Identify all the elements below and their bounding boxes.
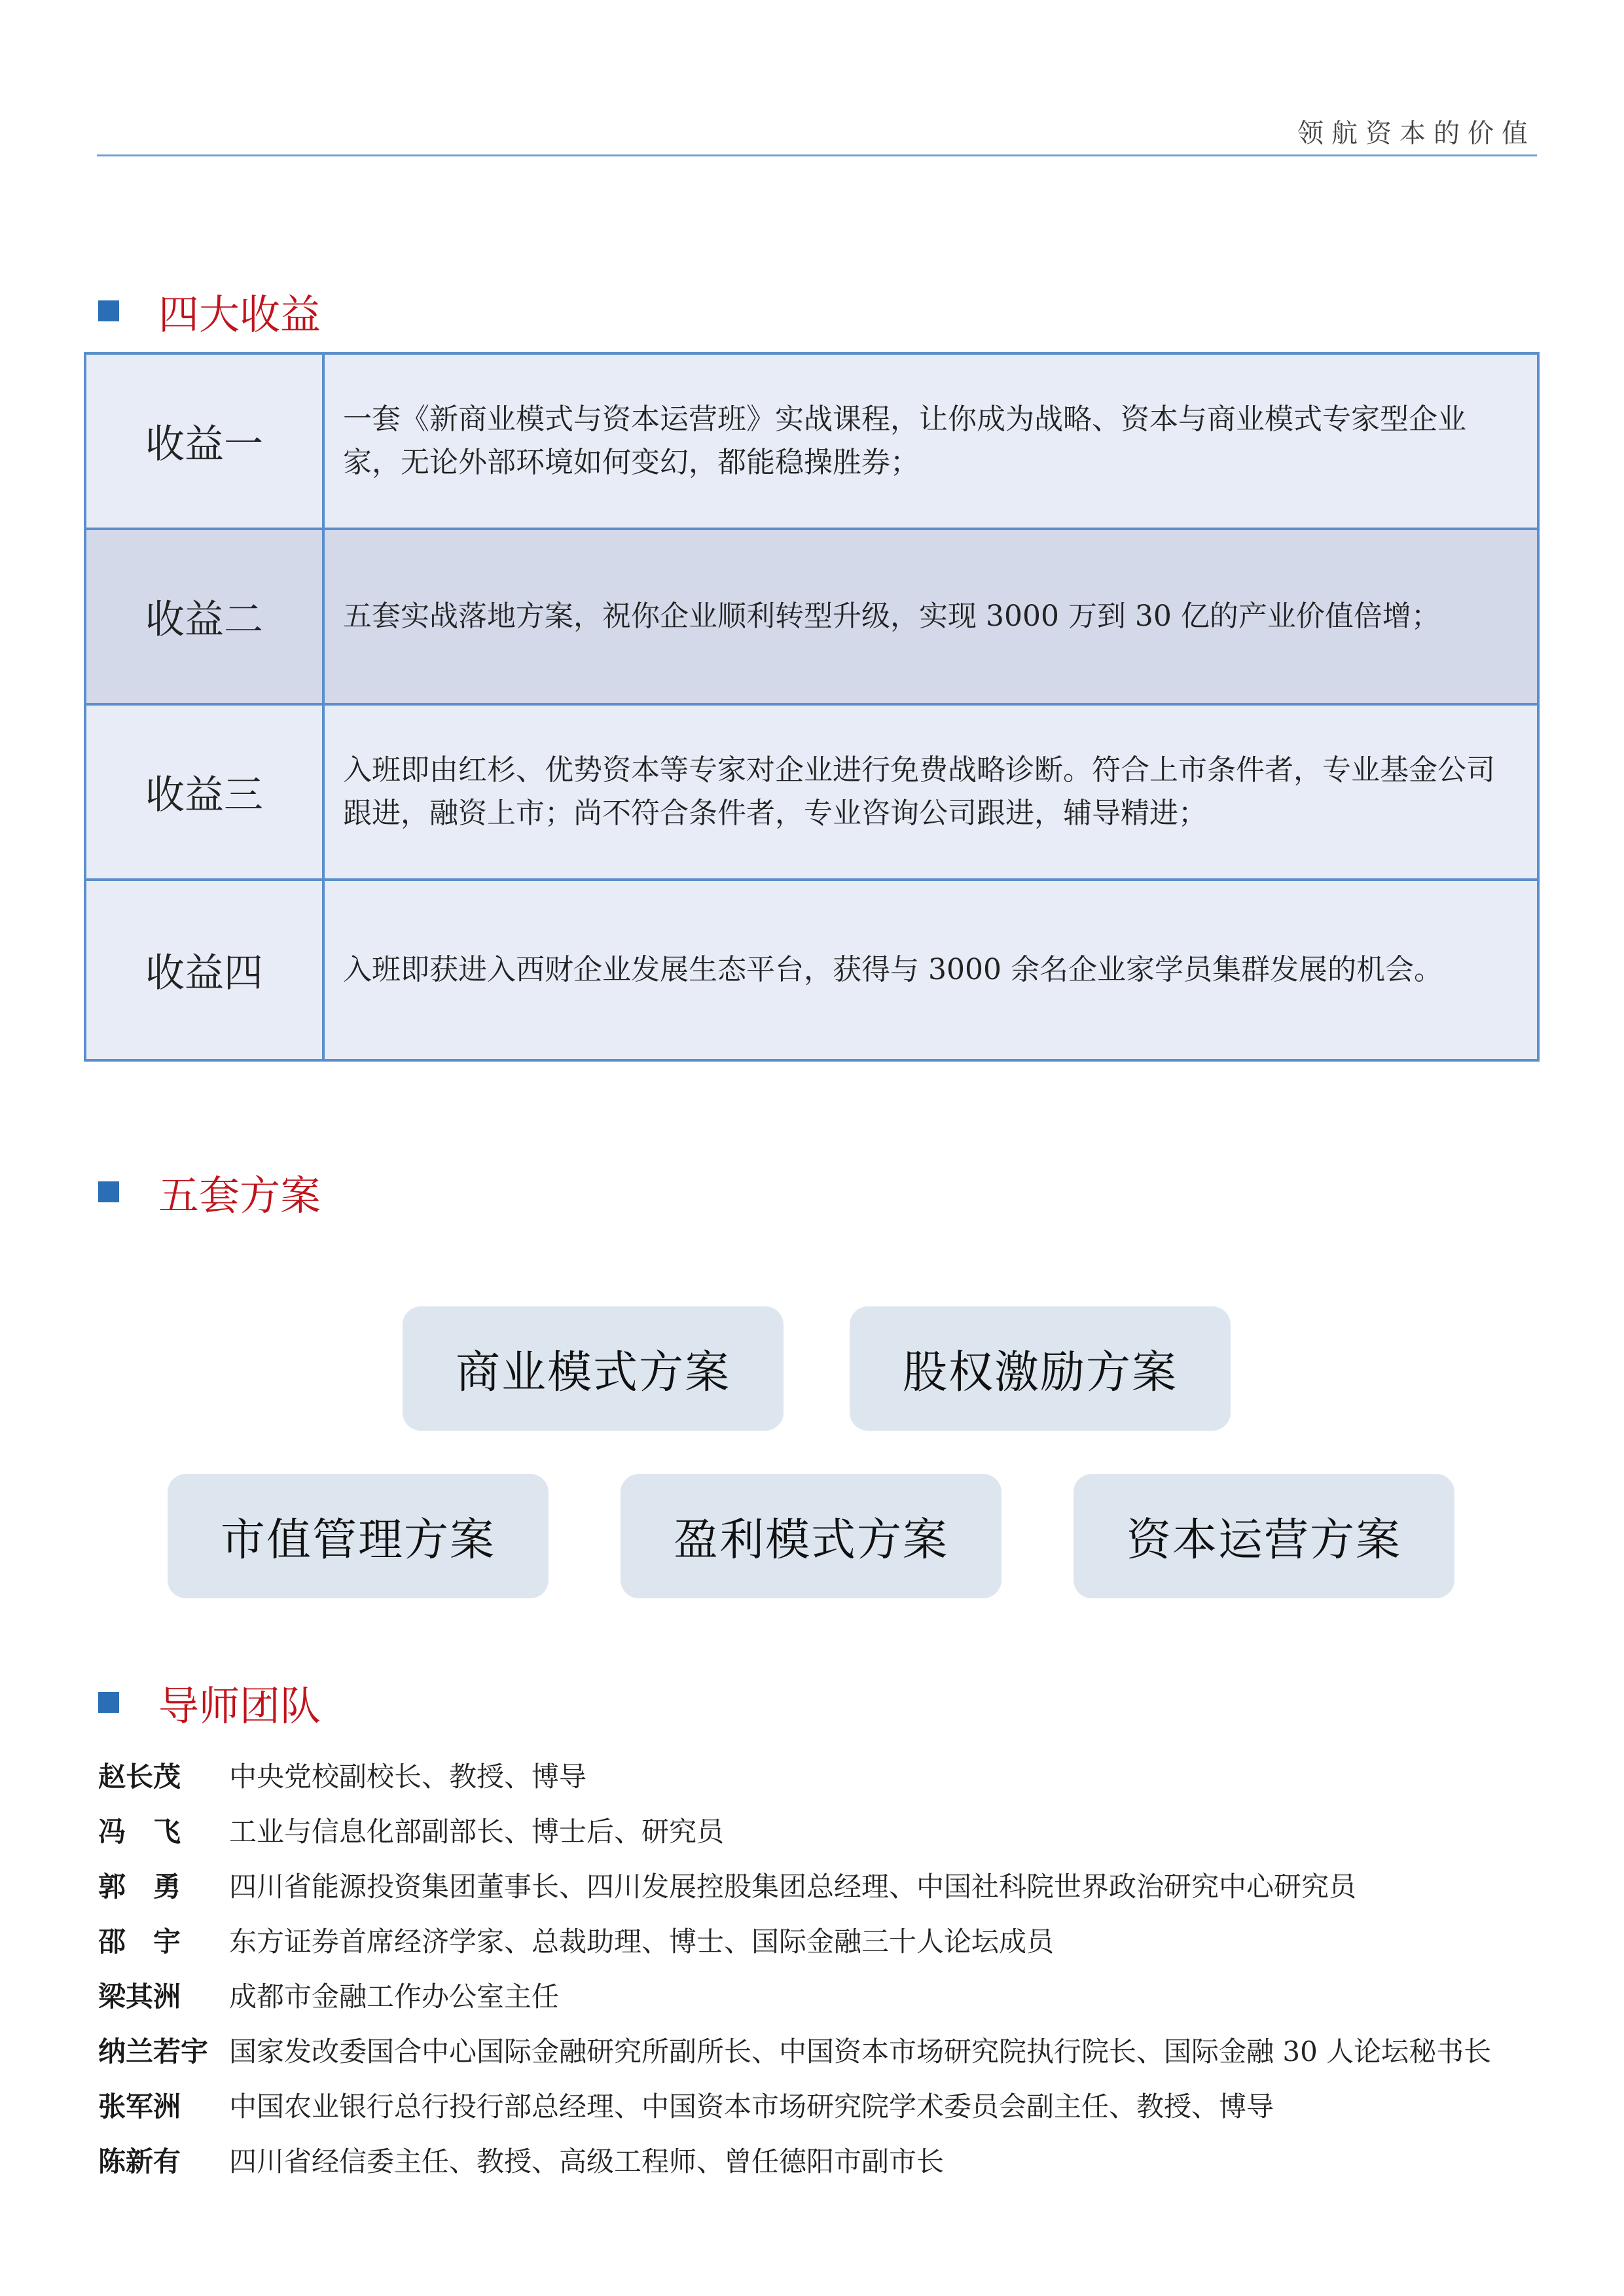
mentor-name: 赵长茂	[98, 1761, 181, 1793]
benefits-section-title: 四大收益	[158, 290, 321, 338]
mentor-name: 邵 宇	[98, 1926, 181, 1958]
plan-business-model: 商业模式方案	[403, 1306, 784, 1431]
list-item	[98, 1967, 1491, 2022]
mentor-name: 冯 飞	[98, 1816, 181, 1848]
mentor-desc: 中国农业银行总行投行部总经理、中国资本市场研究院学术委员会副主任、教授、博导	[229, 2090, 1274, 2123]
benefit-label: 收益三	[85, 704, 323, 880]
benefit-text: 五套实战落地方案，祝你企业顺利转型升级，实现 3000 万到 30 亿的产业价值倍增；	[323, 529, 1538, 704]
mentors-section-heading	[98, 1679, 321, 1730]
square-bullet-icon	[98, 1692, 119, 1713]
plans-section-title: 五套方案	[158, 1171, 321, 1219]
list-item	[98, 1748, 1491, 1803]
list-item	[98, 1857, 1491, 1912]
list-item	[98, 2077, 1491, 2132]
table-row	[85, 353, 1538, 529]
plan-profit-model: 盈利模式方案	[621, 1474, 1001, 1598]
plan-market-value: 市值管理方案	[168, 1474, 549, 1598]
benefit-text: 入班即由红杉、优势资本等专家对企业进行免费战略诊断。符合上市条件者，专业基金公司跟进，融资上市；尚不符合条件者，专业咨询公司跟进，辅导精进；	[323, 704, 1538, 880]
mentor-list	[98, 1748, 1491, 2187]
mentor-name: 郭 勇	[98, 1871, 181, 1903]
table-row	[85, 880, 1538, 1060]
benefit-label: 收益四	[85, 880, 323, 1060]
mentor-name: 梁其洲	[98, 1981, 181, 2013]
mentor-name: 陈新有	[98, 2145, 181, 2178]
mentor-name: 纳兰若宇	[98, 2036, 209, 2068]
benefits-table	[84, 352, 1540, 1062]
list-item	[98, 2132, 1491, 2187]
plans-section-heading	[98, 1169, 321, 1219]
table-row	[85, 529, 1538, 704]
list-item	[98, 1803, 1491, 1857]
header-divider	[97, 154, 1537, 156]
benefit-text: 一套《新商业模式与资本运营班》实战课程，让你成为战略、资本与商业模式专家型企业家，无论外部环境如何变幻，都能稳操胜券；	[323, 353, 1538, 529]
square-bullet-icon	[98, 1181, 119, 1202]
list-item	[98, 2022, 1491, 2077]
page-header-title: 领航资本的价值	[1297, 118, 1536, 149]
mentor-desc: 中央党校副校长、教授、博导	[229, 1761, 587, 1793]
mentor-desc: 国家发改委国合中心国际金融研究所副所长、中国资本市场研究院执行院长、国际金融 30 人论坛秘书长	[229, 2036, 1492, 2068]
table-row	[85, 704, 1538, 880]
mentor-desc: 东方证券首席经济学家、总裁助理、博士、国际金融三十人论坛成员	[229, 1926, 1055, 1958]
benefit-text: 入班即获进入西财企业发展生态平台，获得与 3000 余名企业家学员集群发展的机会。	[323, 880, 1538, 1060]
list-item	[98, 1912, 1491, 1967]
plan-capital-operation: 资本运营方案	[1074, 1474, 1454, 1598]
mentor-desc: 工业与信息化部副部长、博士后、研究员	[229, 1816, 725, 1848]
mentor-name: 张军洲	[98, 2090, 181, 2123]
square-bullet-icon	[98, 300, 119, 321]
benefit-label: 收益二	[85, 529, 323, 704]
mentors-section-title: 导师团队	[158, 1681, 321, 1730]
mentor-desc: 四川省能源投资集团董事长、四川发展控股集团总经理、中国社科院世界政治研究中心研究员	[229, 1871, 1357, 1903]
benefit-label: 收益一	[85, 353, 323, 529]
mentor-desc: 四川省经信委主任、教授、高级工程师、曾任德阳市副市长	[229, 2145, 945, 2178]
plan-equity-incentive: 股权激励方案	[850, 1306, 1231, 1431]
mentor-desc: 成都市金融工作办公室主任	[229, 1981, 560, 2013]
benefits-section-heading	[98, 288, 321, 338]
